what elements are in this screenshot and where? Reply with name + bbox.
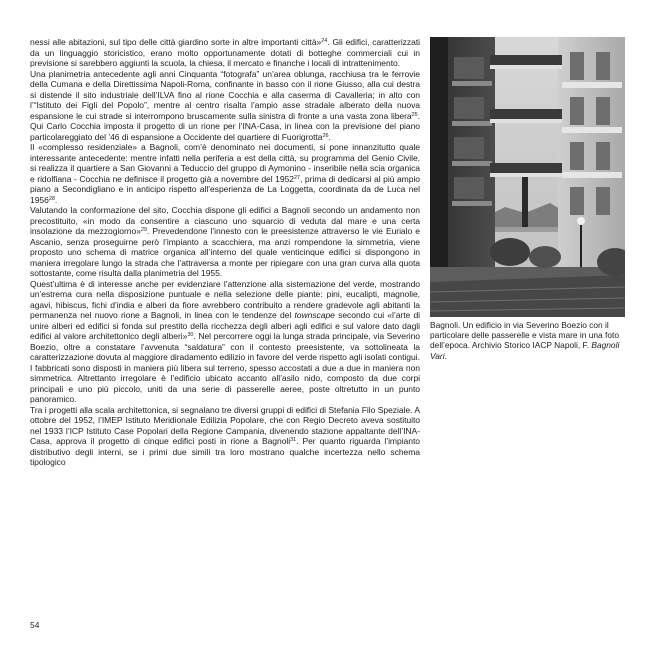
text-run: . Prevedendone l’innesto con le preesistenze attraverso le vie Eurialo e Ascanio, senza proseguirne però l’impianto a scacchiera, ma anzi rompendone la simmetria, viene proposto uno schema di matrice organica all’interno del quale venticinque edifici si dispongono in maniera irregolare lungo la strada che l’attraversa a monte per ripiegare con una gran curva alla quota sottostante, come risulta dalla planimetria del 1955. [30,226,420,278]
building-photo-illustration [430,37,625,317]
body-text [30,37,420,468]
footnote-ref: 25 [411,111,418,118]
caption-text: Bagnoli. Un edificio in via Severino Boezio con il particolare delle passerelle e vista mare in una foto dell’epoca. Archivio Storico IACP Napoli, F. [430,320,620,351]
caption-italic: Bagnoli Vari [430,340,620,361]
paragraph [30,142,420,205]
footnote-ref: 30 [187,332,194,338]
archival-photo [430,37,625,317]
text-run: . Nel percorrere oggi la lunga strada principale, via Severino Boezio, oltre a constatare l’avvenuta “saldatura” con il contesto preesistente, va sottolineata la caratterizzazione dovuta al maggiore diradamento edilizio in favore del verde rispetto agli isolati contigui. [30,331,420,362]
page-number: 54 [30,620,40,630]
text-run: Valutando la conformazione del sito, Cocchia dispone gli edifici a Bagnoli secondo un andamento non precostituito, «in modo da consentire a ciascuno uno squarcio di veduta dal mare e una certa insolazione da mezzogiorno» [30,205,420,236]
footnote-ref: 26 [322,132,329,139]
text-run: . Gli edifici, caratterizzati da un linguaggio storicistico, erano molto opportunamente dotati di botteghe commerciali cui in previsione si sarebbero aggiunti la scuola, la chiesa, il mercato e finanche i locali di intrattenimento. [30,37,420,68]
text-run: secondo cui «l’arte di unire alberi ed edifici si fonda sul prestito della ricchezza degli alberi agli edifici e sul valore dato dagli edifici al valore architettonico degli alberi» [30,310,420,341]
paragraph [30,69,420,143]
text-run: I fabbricati sono disposti in maniera più libera sul terreno, spesso accostati a due a due in maniera non simmetrica. Altrettanto irregolare è l’edificio ubicato accanto all’asilo nido, composto da due corpi principali e uno più piccolo, uniti da una serie di passerelle aeree, poste oltretutto in un punto panoramico. [30,362,420,404]
footnote-ref: 29 [140,227,147,233]
text-run: . [328,131,331,142]
text-run: . Per quanto riguarda l’impianto distributivo degli interni, se i primi due simili tra loro mostrano qualche incertezza nello schema tipologico [30,436,420,467]
paragraph [30,205,420,279]
footnote-ref: 24 [321,38,328,44]
figure-caption [430,320,625,361]
text-run: . [54,194,58,205]
text-run: , prima di dedicarsi al più ampio piano a Secondigliano e in anticipo rispetto all’esperienza de La Loggetta, coordinata da de Luca nel 1956 [30,173,420,205]
paragraph [30,279,420,363]
text-run: nessi alle abitazioni, sul tipo delle città giardino sorte in altre importanti città» [30,37,322,47]
italic-term: townscape [294,310,335,320]
footnote-ref: 31 [290,437,297,443]
text-run: Tra i progetti alla scala architettonica, si segnalano tre diversi gruppi di edifici di Stefania Filo Speziale. A ottobre del 1952, l’IMEP Istituto Meridionale Edilizia Popolare, che con Regio Decreto aveva sostituito nel 1933 l’ICP Istituto Case Popolari della Regione Campania, divenendo stazione appaltante dell’INA-Casa, approva il progetto di cinque edifici posti in rione a Bagnoli [30,404,420,446]
paragraph [30,405,420,468]
caption-end: . [444,350,447,361]
text-run: Una planimetria antecedente agli anni Cinquanta “fotografa” un’area oblunga, racchiusa tra le ferrovie della Cumana e della Direttissima Napoli-Roma, confinante in basso con il rione Giusso, alla cui destra si distende il sito industriale dell’ILVA fino al rione Cocchia e alla caserma di Cavalleria; in alto con l’“Istituto dei Figli del Popolo”, mentre al centro risalta l’ampio asse stradale alberato della nuova espansione le cui strade si interrompono bruscamente sulla sinistra di fronte a una vasta zona libera [30,68,420,121]
text-run: Quest’ultima è di interesse anche per evidenziare l’attenzione alla sistemazione del verde, mostrando un’estrema cura nella disposizione puntuale e nella selezione delle piante: pini, eucalipti, magnolie, agavi, hibiscus, fichi d’india e alberi da fiore avrebbero contribuito a rendere gradevole agli abitanti la permanenza nel nuovo rione a Bagnoli, in linea con le tendenze del [30,278,420,320]
paragraph [30,37,420,69]
text-run: Il «complesso residenziale» a Bagnoli, com’è denominato nei documenti, si pone innanzitutto quale interessante antecedente: mentre infatti nella periferia a est della città, su programma del Genio Civile, si realizza il quartiere a San Giovanni a Teduccio del gruppo di Aymonino - inseribile nella scia organica e ridolfiana - Cocchia ne definisce il progetto già a novembre del 1952 [30,142,420,184]
footnote-ref: 27 [293,174,301,181]
text-run: . Qui Carlo Cocchia imposta il progetto di un rione per l’INA-Casa, in linea con la previsione del piano particolareggiato del ’46 di espansione a Occidente del quartiere di Fuorigrotta [30,110,420,142]
footnote-ref: 28 [48,195,55,202]
paragraph [30,363,420,405]
